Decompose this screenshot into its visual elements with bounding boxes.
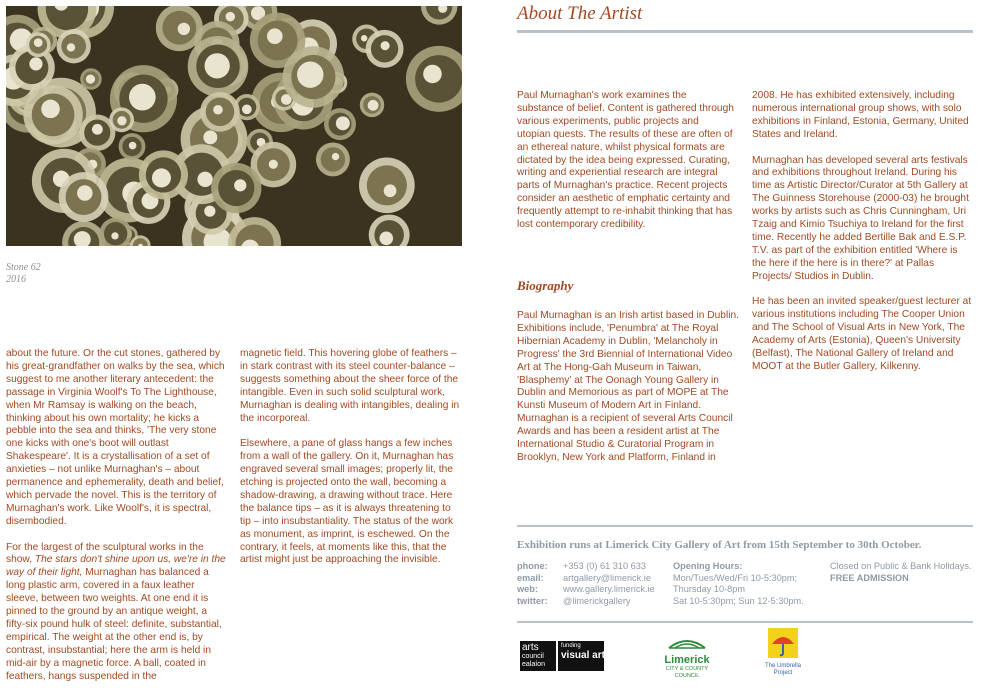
contact-values (563, 561, 655, 607)
arts-council-mark: arts council ealaíon (520, 641, 556, 671)
visual-arts-mark: funding visual arts (558, 641, 604, 671)
limerick-council-logo (656, 634, 718, 678)
web-link[interactable]: www.gallery.limerick.ie (563, 584, 655, 594)
biography-heading: Biography (517, 278, 574, 293)
image-caption (6, 262, 41, 286)
umbrella-project-logo (760, 628, 806, 680)
opening-hours (673, 561, 804, 607)
footer-rule-bottom (517, 621, 973, 623)
exhibition-dates: Exhibition runs at Limerick City Gallery of Art from 15th September to 30th October. (517, 539, 922, 551)
limerick-subtitle: CITY & COUNTY (665, 666, 709, 672)
artist-column-1 (517, 90, 735, 245)
heading-rule (517, 30, 973, 33)
artist-column-2 (752, 90, 974, 387)
essay-text: Murnaghan has balanced a long plastic arm, covered in a faux leather sleeve, between two weights. At one end it is pinned to the ground by an antique weight, a fifty-six pound hulk of steel: definite, substantial, empirical. The weight at the other end is, by contrast, insubstantial; here the arm is held in mid-air by a magnetic force. A ball, coated in feathers, hangs suspended in the (6, 567, 222, 682)
admission-info (830, 561, 971, 584)
hours-line: Thursday 10-8pm (673, 584, 746, 594)
twitter-link[interactable]: @limerickgallery (563, 595, 631, 606)
essay-text: For the largest of the sculptural works in the show, (6, 541, 204, 566)
twitter-label: twitter: (517, 595, 548, 606)
essay-column-1 (6, 348, 228, 696)
arts-council-logo (520, 641, 611, 671)
web-label: web: (517, 584, 538, 594)
free-admission: FREE ADMISSION (830, 572, 909, 583)
phone-number: +353 (0) 61 310 633 (563, 561, 647, 571)
intro-paragraph: Paul Murnaghan's work examines the substance of belief. Content is gathered through various experiments, public projects and utopian quests. The results of these are often of an ethereal nature, whilst physical formats are dictated by the idea being expressed. Curating, writing and experiential research are integral parts of Murnaghan's practice. Recent projects consider an aesthetic of emphatic certainty and frequently attempt to re-inhabit thinking that has lost contemporary credibility. (517, 90, 734, 231)
artwork-image (6, 6, 462, 246)
closed-notice: Closed on Public & Bank Holidays. (830, 561, 972, 571)
email-link[interactable]: artgallery@limerick.ie (563, 572, 651, 583)
about-heading: About The Artist (517, 3, 643, 24)
limerick-subtitle: COUNCIL (674, 673, 700, 679)
lichen-stone-photo (6, 6, 462, 246)
footer-rule-top (517, 525, 973, 527)
biography-paragraph: Murnaghan has developed several arts festivals and exhibitions throughout Ireland. During his time as Artistic Director/Curator at 5th Gallery at The Guinness Storehouse (2000-03) he brought works by artists such as Chris Cunningham, Uri Tzaig and Kimio Tsuchiya to Ireland for the first time. Recently he added Bertille Bak and E.S.P. T.V. as part of the exhibition entitled 'Where is the here if the here is in there?' at Pallas Projects/ Studios in Dublin. (752, 154, 969, 282)
biography-column-1 (517, 310, 739, 478)
phone-label: phone: (517, 561, 548, 571)
email-label: email: (517, 572, 544, 583)
hours-line: Mon/Tues/Wed/Fri 10-5:30pm; (673, 572, 798, 583)
contact-labels (517, 561, 548, 607)
umbrella-icon (768, 628, 798, 658)
essay-paragraph: magnetic field. This hovering globe of feathers – in stark contrast with its steel counter-balance – suggests something about the sheer force of the intangible. Even in such solid sculptural work, Murnaghan is dealing with intangibles, dealing in the incorporeal. (240, 348, 460, 424)
hours-heading: Opening Hours: (673, 561, 743, 571)
work-title: The stars don't shine upon us, we're in the way of their light, (6, 554, 226, 579)
limerick-wordmark: Limerick (664, 654, 710, 666)
limerick-bridge-icon (667, 634, 707, 650)
biography-paragraph: He has been an invited speaker/guest lecturer at various institutions including The Cooper Union and The School of Visual Arts in New York, The Academy of Arts (Estonia), Queen's University (Belfast), The National Gallery of Ireland and MOOT at the Butler Gallery, Kilkenny. (752, 296, 972, 372)
umbrella-wordmark: The Umbrella (764, 663, 801, 669)
umbrella-wordmark: Project (773, 670, 793, 676)
essay-paragraph (6, 542, 228, 684)
biography-paragraph: 2008. He has exhibited extensively, including numerous international group shows, with solo exhibitions in Finland, Estonia, Germany, United States and Ireland. (752, 90, 969, 140)
biography-paragraph: Paul Murnaghan is an Irish artist based in Dublin. Exhibitions include, 'Penumbra' at The Royal Hibernian Academy in Dublin, 'Melancholy in Progress' the 3rd Biennial of International Video Art at The Hong-Gah Museum in Taiwan, 'Blasphemy' at The Oonagh Young Gallery in Dublin and Memorious as part of MOPE at The Kunsti Museum of Modern Art in Finland. Murnaghan is a recipient of several Arts Council Awards and has been a resident artist at The International Studio & Curatorial Program in Brooklyn, New York and Platform, Finland in (517, 310, 739, 463)
caption-title: Stone 62 (6, 262, 41, 273)
caption-year: 2016 (6, 274, 26, 285)
essay-column-2 (240, 348, 462, 580)
essay-paragraph: about the future. Or the cut stones, gathered by his great-grandfather on walks by the sea, which suggest to me another literary antecedent: the passage in Virginia Woolf's To The Lighthouse, when Mr Ramsay is walking on the beach, thinking about his own mortality; he kicks a pebble into the sea and thinks, 'The very stone one kicks with one's boot will outlast Shakespeare'. It is a crystallisation of a set of anxieties – not unlike Murnaghan's – about permanence and ephemerality, death and belief, which pervade the novel. This is the territory of Murnaghan's work. Like Woolf's, it is spectral, disembodied. (6, 348, 225, 527)
hours-line: Sat 10-5:30pm; Sun 12-5:30pm. (673, 595, 804, 606)
essay-paragraph: Elsewhere, a pane of glass hangs a few inches from a wall of the gallery. On it, Murnaghan has engraved several small images; properly lit, the etching is projected onto the wall, becoming a shadow-drawing, a drawing without trace. Here the balance tips – as it is always threatening to tip – into insubstantiality. The status of the work as monument, as imprint, is eschewed. On the contrary, it feels, at moments like this, that the artist might just be approaching the invisible. (240, 438, 454, 566)
